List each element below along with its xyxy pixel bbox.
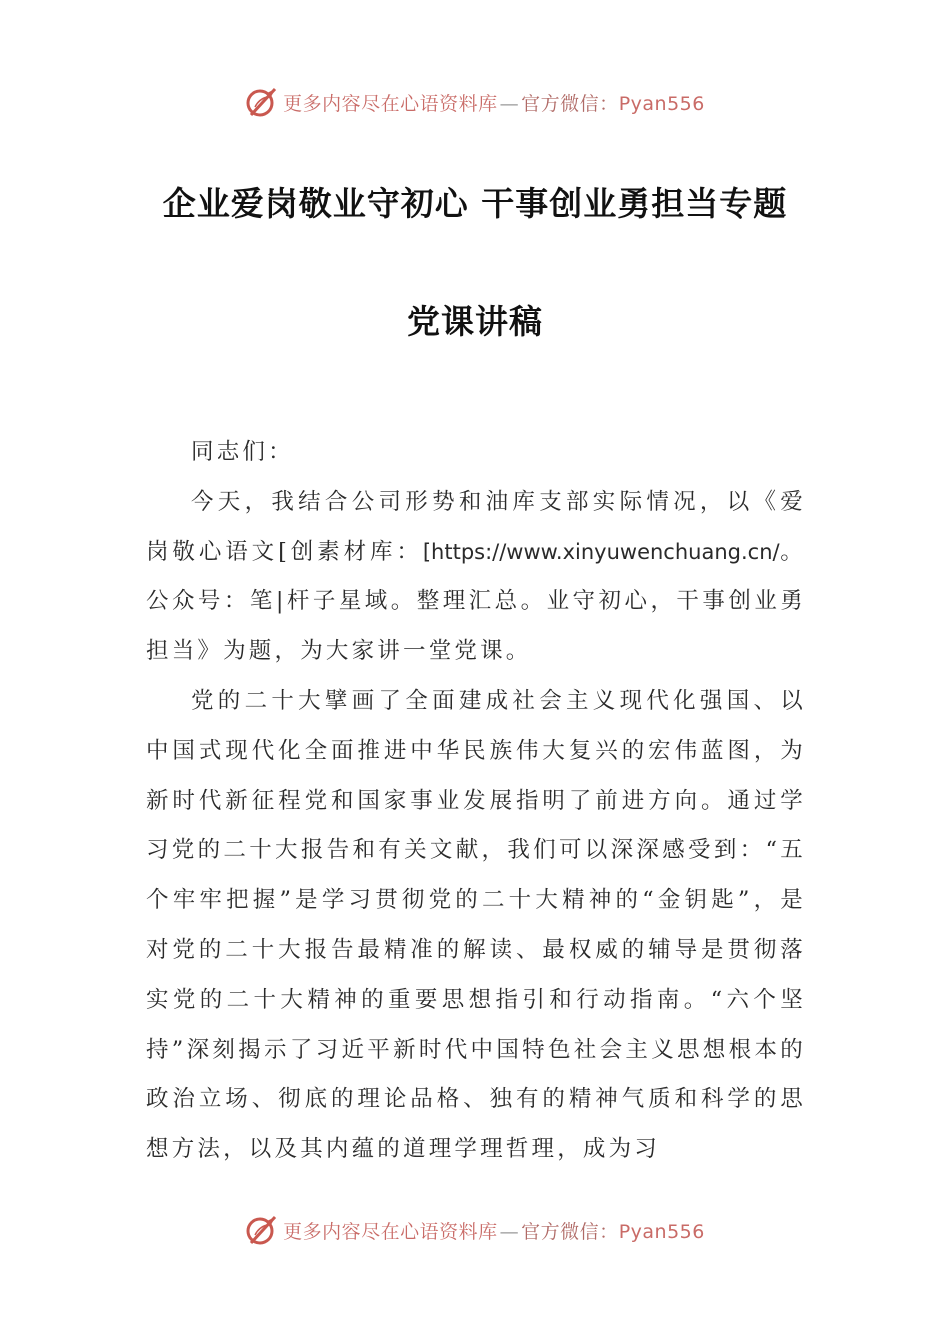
document-title-line2: 党课讲稿	[407, 302, 543, 341]
header-banner-wechat-id: Pyan556	[618, 92, 705, 115]
quill-logo-icon	[245, 1213, 279, 1247]
salutation: 同志们：	[191, 439, 294, 465]
document-body	[146, 428, 806, 1175]
paragraph-2: 党的二十大擘画了全面建成社会主义现代化强国、以中国式现代化全面推进中华民族伟大复兴的宏伟蓝图，为新时代新征程党和国家事业发展指明了前进方向。通过学习党的二十大报告和有关文献，我们可以深深感受到：“五个牢牢把握”是学习贯彻党的二十大精神的“金钥匙”，是对党的二十大报告最精准的解读、最权威的辅导是贯彻落实党的二十大精神的重要思想指引和行动指南。“六个坚持”深刻揭示了习近平新时代中国特色社会主义思想根本的政治立场、彻底的理论品格、独有的精神气质和科学的思想方法，以及其内蕴的道理学理哲理，成为习	[146, 687, 806, 1163]
footer-banner-text	[283, 1217, 705, 1244]
source-url-link[interactable]: [https://www.xinyuwenchuang.cn/	[422, 539, 780, 564]
header-banner-wechat-label: 官方微信：	[521, 92, 619, 115]
header-banner-main: 更多内容尽在心语资料库	[283, 92, 498, 115]
header-banner-text	[283, 89, 705, 116]
paragraph-1	[146, 478, 806, 677]
footer-banner-wechat-id: Pyan556	[618, 1220, 705, 1243]
footer-banner-wechat-label: 官方微信：	[521, 1220, 619, 1243]
footer-banner	[0, 1210, 950, 1250]
header-banner	[0, 82, 950, 122]
footer-banner-separator: —	[499, 1220, 520, 1243]
quill-logo-icon	[245, 85, 279, 119]
header-banner-separator: —	[499, 92, 520, 115]
footer-banner-main: 更多内容尽在心语资料库	[283, 1220, 498, 1243]
paragraph-1-text-a: 今天，我结合公司形势和油库支部实际情况，以《爱岗敬心语文[创素材库：	[146, 488, 806, 565]
document-title-line1: 企业爱岗敬业守初心 干事创业勇担当专题	[162, 184, 788, 223]
paragraph-1-text-b: 。公众号：笔|杆子星域。整理汇总。业守初心，干事创业勇担当》为题，为大家讲一堂党课。	[146, 538, 806, 665]
